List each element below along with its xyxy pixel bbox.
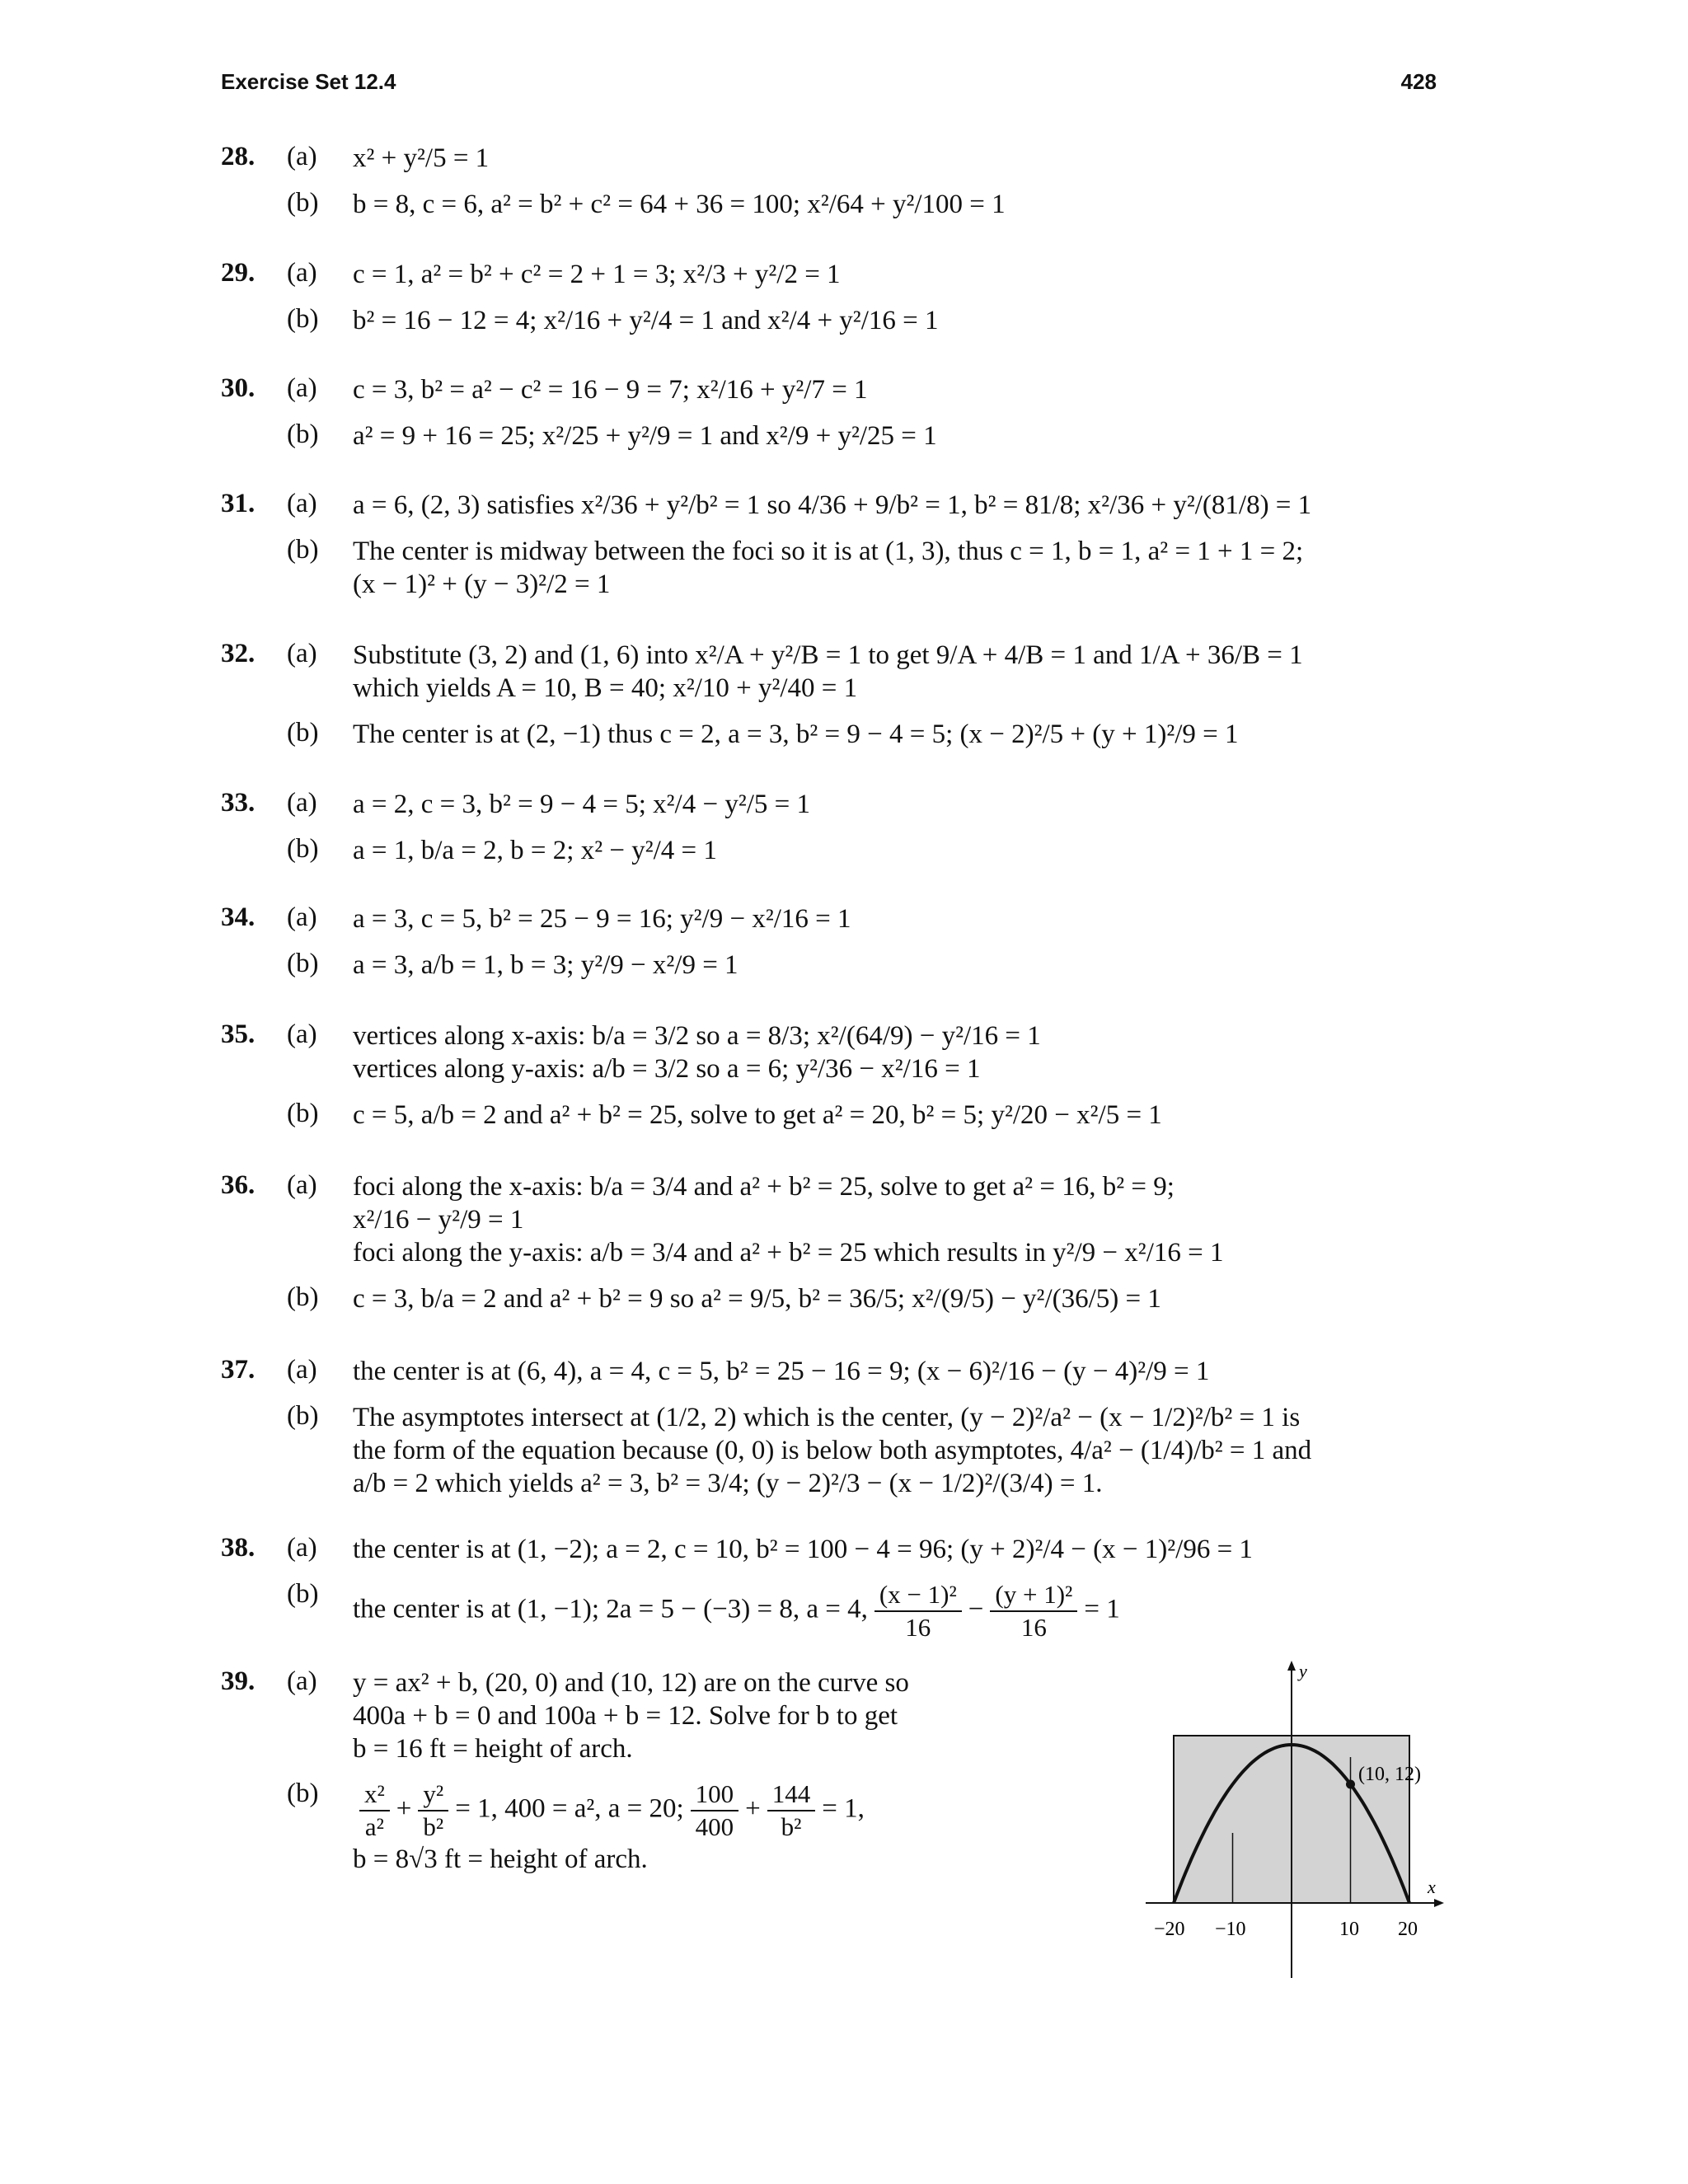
problem-32 — [221, 639, 1457, 764]
solution-text: = 1 — [1084, 1594, 1120, 1624]
problem-part — [221, 1579, 1457, 1643]
part-label: (a) — [287, 373, 317, 403]
problem-part — [221, 788, 1457, 821]
problem-30 — [221, 373, 1457, 466]
solution-line: The center is midway between the foci so it is at (1, 3), thus c = 1, b = 1, a² = 1 + 1 = 2; — [353, 537, 1304, 566]
part-label: (b) — [287, 949, 319, 978]
fraction-denominator: 400 — [695, 1812, 734, 1841]
solution-line: b = 8√3 ft = height of arch. — [353, 1844, 648, 1874]
solution-line: The center is at (2, −1) thus c = 2, a = 3, b² = 9 − 4 = 5; (x − 2)²/5 + (y + 1)²/9 = 1 — [353, 719, 1239, 749]
solution-line — [353, 1579, 1457, 1643]
point-10-12 — [1346, 1780, 1355, 1789]
fraction — [874, 1579, 962, 1643]
part-content — [353, 142, 1457, 175]
problem-part — [221, 373, 1457, 406]
solution-line: b = 16 ft = height of arch. — [353, 1734, 633, 1764]
part-content — [353, 1099, 1457, 1132]
fraction-denominator: b² — [423, 1812, 444, 1841]
solution-line: vertices along y-axis: a/b = 3/2 so a = 6; y²/36 − x²/16 = 1 — [353, 1054, 981, 1084]
problem-number: 37. — [221, 1355, 256, 1385]
part-label: (a) — [287, 1019, 317, 1049]
problem-part — [221, 1282, 1457, 1315]
part-label: (b) — [287, 1779, 319, 1808]
problem-part — [221, 718, 1457, 751]
solution-line: c = 5, a/b = 2 and a² + b² = 25, solve to get a² = 20, b² = 5; y²/20 − x²/5 = 1 — [353, 1100, 1162, 1130]
solution-line: a/b = 2 which yields a² = 3, b² = 3/4; (y − 2)²/3 − (x − 1/2)²/(3/4) = 1. — [353, 1469, 1103, 1498]
solution-line: c = 1, a² = b² + c² = 2 + 1 = 3; x²/3 + y²/2 = 1 — [353, 260, 841, 289]
fraction — [418, 1779, 448, 1843]
part-label: (b) — [287, 718, 319, 748]
part-label: (b) — [287, 419, 319, 449]
problem-35 — [221, 1019, 1457, 1145]
problem-number: 38. — [221, 1533, 256, 1563]
solution-line: which yields A = 10, B = 40; x²/10 + y²/40 = 1 — [353, 673, 858, 703]
part-content — [353, 489, 1457, 522]
solution-line: c = 3, b/a = 2 and a² + b² = 9 so a² = 9/5, b² = 36/5; x²/(9/5) − y²/(36/5) = 1 — [353, 1284, 1161, 1314]
part-label: (a) — [287, 1533, 317, 1563]
part-label: (a) — [287, 142, 317, 171]
problem-number: 32. — [221, 639, 256, 668]
part-content — [353, 1355, 1457, 1388]
problem-part — [221, 1533, 1457, 1566]
y-axis-arrow — [1287, 1661, 1296, 1671]
part-label: (a) — [287, 1170, 317, 1200]
solution-line: y = ax² + b, (20, 0) and (10, 12) are on the curve so — [353, 1668, 909, 1698]
solution-line: the form of the equation because (0, 0) is below both asymptotes, 4/a² − (1/4)/b² = 1 and — [353, 1436, 1312, 1465]
operator: − — [968, 1594, 984, 1624]
problem-part — [221, 834, 1457, 867]
problem-33 — [221, 788, 1457, 880]
problem-part — [221, 489, 1457, 522]
problem-part — [221, 419, 1457, 452]
problem-part — [221, 1401, 1457, 1500]
part-label: (b) — [287, 535, 319, 565]
operator: + — [745, 1793, 761, 1824]
part-content — [353, 1282, 1457, 1315]
problem-31 — [221, 489, 1457, 614]
problem-part — [221, 142, 1457, 175]
solution-line: a² = 9 + 16 = 25; x²/25 + y²/9 = 1 and x²/9 + y²/25 = 1 — [353, 421, 937, 451]
page-number: 428 — [1400, 69, 1437, 94]
solution-text: = 1, 400 = a², a = 20; — [455, 1793, 684, 1824]
part-label: (b) — [287, 1579, 319, 1609]
fraction-numerator: (y + 1)² — [990, 1579, 1077, 1612]
solution-line: The asymptotes intersect at (1/2, 2) which is the center, (y − 2)²/a² − (x − 1/2)²/b² = 1 is — [353, 1403, 1301, 1432]
solution-line: the center is at (1, −2); a = 2, c = 10, b² = 100 − 4 = 96; (y + 2)²/4 − (x − 1)²/96 = 1 — [353, 1535, 1253, 1564]
part-label: (b) — [287, 304, 319, 334]
part-content — [353, 902, 1457, 935]
solution-line: 400a + b = 0 and 100a + b = 12. Solve for b to get — [353, 1701, 898, 1731]
problem-part — [221, 1170, 1457, 1269]
part-label: (b) — [287, 1401, 319, 1431]
solution-line: vertices along x-axis: b/a = 3/2 so a = 8/3; x²/(64/9) − y²/16 = 1 — [353, 1021, 1041, 1051]
problem-part — [221, 1099, 1457, 1132]
fraction — [990, 1579, 1077, 1643]
part-label: (a) — [287, 489, 317, 518]
part-label: (a) — [287, 1666, 317, 1696]
problem-number: 33. — [221, 788, 256, 818]
fraction-numerator: 144 — [767, 1779, 816, 1811]
y-axis-label: y — [1299, 1661, 1307, 1681]
problem-part — [221, 949, 1457, 982]
solution-line: (x − 1)² + (y − 3)²/2 = 1 — [353, 569, 611, 599]
problem-part — [221, 1355, 1457, 1388]
fraction-denominator: 16 — [1020, 1613, 1047, 1642]
fraction-numerator: (x − 1)² — [874, 1579, 962, 1612]
part-label: (a) — [287, 639, 317, 668]
part-content — [353, 834, 1457, 867]
point-label: (10, 12) — [1358, 1764, 1421, 1785]
section-title: Exercise Set 12.4 — [221, 69, 396, 94]
problem-number: 30. — [221, 373, 256, 403]
problem-36 — [221, 1170, 1457, 1329]
problem-number: 29. — [221, 258, 256, 288]
tick-label: −20 — [1154, 1919, 1185, 1940]
tick-label: 10 — [1339, 1919, 1359, 1940]
solution-text: = 1, — [822, 1793, 865, 1824]
solution-line: a = 3, a/b = 1, b = 3; y²/9 − x²/9 = 1 — [353, 950, 738, 980]
part-content — [353, 718, 1457, 751]
part-content — [353, 788, 1457, 821]
part-content — [353, 419, 1457, 452]
problem-number: 36. — [221, 1170, 256, 1200]
part-content — [353, 1533, 1457, 1566]
problem-34 — [221, 902, 1457, 995]
part-content — [353, 1401, 1457, 1500]
part-label: (a) — [287, 788, 317, 818]
problem-29 — [221, 258, 1457, 350]
problem-38 — [221, 1533, 1457, 1657]
fraction-numerator: y² — [418, 1779, 448, 1811]
solution-line: a = 2, c = 3, b² = 9 − 4 = 5; x²/4 − y²/5 = 1 — [353, 790, 811, 819]
solution-line: b² = 16 − 12 = 4; x²/16 + y²/4 = 1 and x²/4 + y²/16 = 1 — [353, 306, 939, 335]
part-label: (b) — [287, 188, 319, 218]
tick-label: 20 — [1398, 1919, 1418, 1940]
part-content — [353, 188, 1457, 221]
part-content — [353, 304, 1457, 337]
solution-line: the center is at (6, 4), a = 4, c = 5, b² = 25 − 16 = 9; (x − 6)²/16 − (y − 4)²/9 = 1 — [353, 1357, 1210, 1386]
solution-line: b = 8, c = 6, a² = b² + c² = 64 + 36 = 100; x²/64 + y²/100 = 1 — [353, 190, 1006, 219]
solution-line: foci along the x-axis: b/a = 3/4 and a² + b² = 25, solve to get a² = 16, b² = 9; — [353, 1172, 1175, 1202]
solution-line: a = 6, (2, 3) satisfies x²/36 + y²/b² = 1 so 4/36 + 9/b² = 1, b² = 81/8; x²/36 + y²/(81/8) = 1 — [353, 490, 1312, 520]
problem-number: 28. — [221, 142, 256, 171]
fraction-denominator: a² — [364, 1812, 384, 1841]
part-label: (b) — [287, 1282, 319, 1312]
problem-part — [221, 639, 1457, 705]
solution-line: x² + y²/5 = 1 — [353, 143, 490, 173]
part-content — [353, 1019, 1457, 1085]
arch-figure — [1137, 1661, 1451, 1990]
solution-line: Substitute (3, 2) and (1, 6) into x²/A + y²/B = 1 to get 9/A + 4/B = 1 and 1/A + 36/B = 1 — [353, 640, 1303, 670]
part-label: (a) — [287, 1355, 317, 1385]
fraction — [691, 1779, 739, 1843]
fraction — [767, 1779, 816, 1843]
tick-label: −10 — [1215, 1919, 1246, 1940]
part-content — [353, 535, 1457, 601]
fraction-denominator: 16 — [905, 1613, 931, 1642]
part-content — [353, 639, 1457, 705]
problem-number: 39. — [221, 1666, 256, 1696]
problem-number: 31. — [221, 489, 256, 518]
solution-line: x²/16 − y²/9 = 1 — [353, 1205, 524, 1235]
solution-text: the center is at (1, −1); 2a = 5 − (−3) = 8, a = 4, — [353, 1594, 868, 1624]
part-label: (a) — [287, 258, 317, 288]
problem-part — [221, 1019, 1457, 1085]
part-label: (b) — [287, 1099, 319, 1128]
solution-line: a = 3, c = 5, b² = 25 − 9 = 16; y²/9 − x²/16 = 1 — [353, 904, 851, 934]
part-content — [353, 1579, 1457, 1643]
part-content — [353, 373, 1457, 406]
problem-number: 35. — [221, 1019, 256, 1049]
operator: + — [396, 1793, 412, 1824]
fraction-numerator: 100 — [691, 1779, 739, 1811]
fraction-numerator: x² — [359, 1779, 390, 1811]
problem-28 — [221, 142, 1457, 234]
solution-line: a = 1, b/a = 2, b = 2; x² − y²/4 = 1 — [353, 836, 717, 865]
fraction-denominator: b² — [781, 1812, 802, 1841]
x-axis-arrow — [1434, 1899, 1444, 1907]
problem-part — [221, 188, 1457, 221]
part-content — [353, 949, 1457, 982]
x-axis-label: x — [1428, 1877, 1436, 1897]
part-label: (a) — [287, 902, 317, 932]
problem-part — [221, 535, 1457, 601]
solution-line: foci along the y-axis: a/b = 3/4 and a² + b² = 25 which results in y²/9 − x²/16 = 1 — [353, 1238, 1224, 1268]
solution-line: c = 3, b² = a² − c² = 16 − 9 = 7; x²/16 + y²/7 = 1 — [353, 375, 868, 405]
problem-part — [221, 258, 1457, 291]
problem-part — [221, 902, 1457, 935]
part-content — [353, 258, 1457, 291]
problem-number: 34. — [221, 902, 256, 932]
part-content — [353, 1170, 1457, 1269]
part-label: (b) — [287, 834, 319, 864]
problem-37 — [221, 1355, 1457, 1513]
fraction — [359, 1779, 390, 1843]
problem-part — [221, 304, 1457, 337]
